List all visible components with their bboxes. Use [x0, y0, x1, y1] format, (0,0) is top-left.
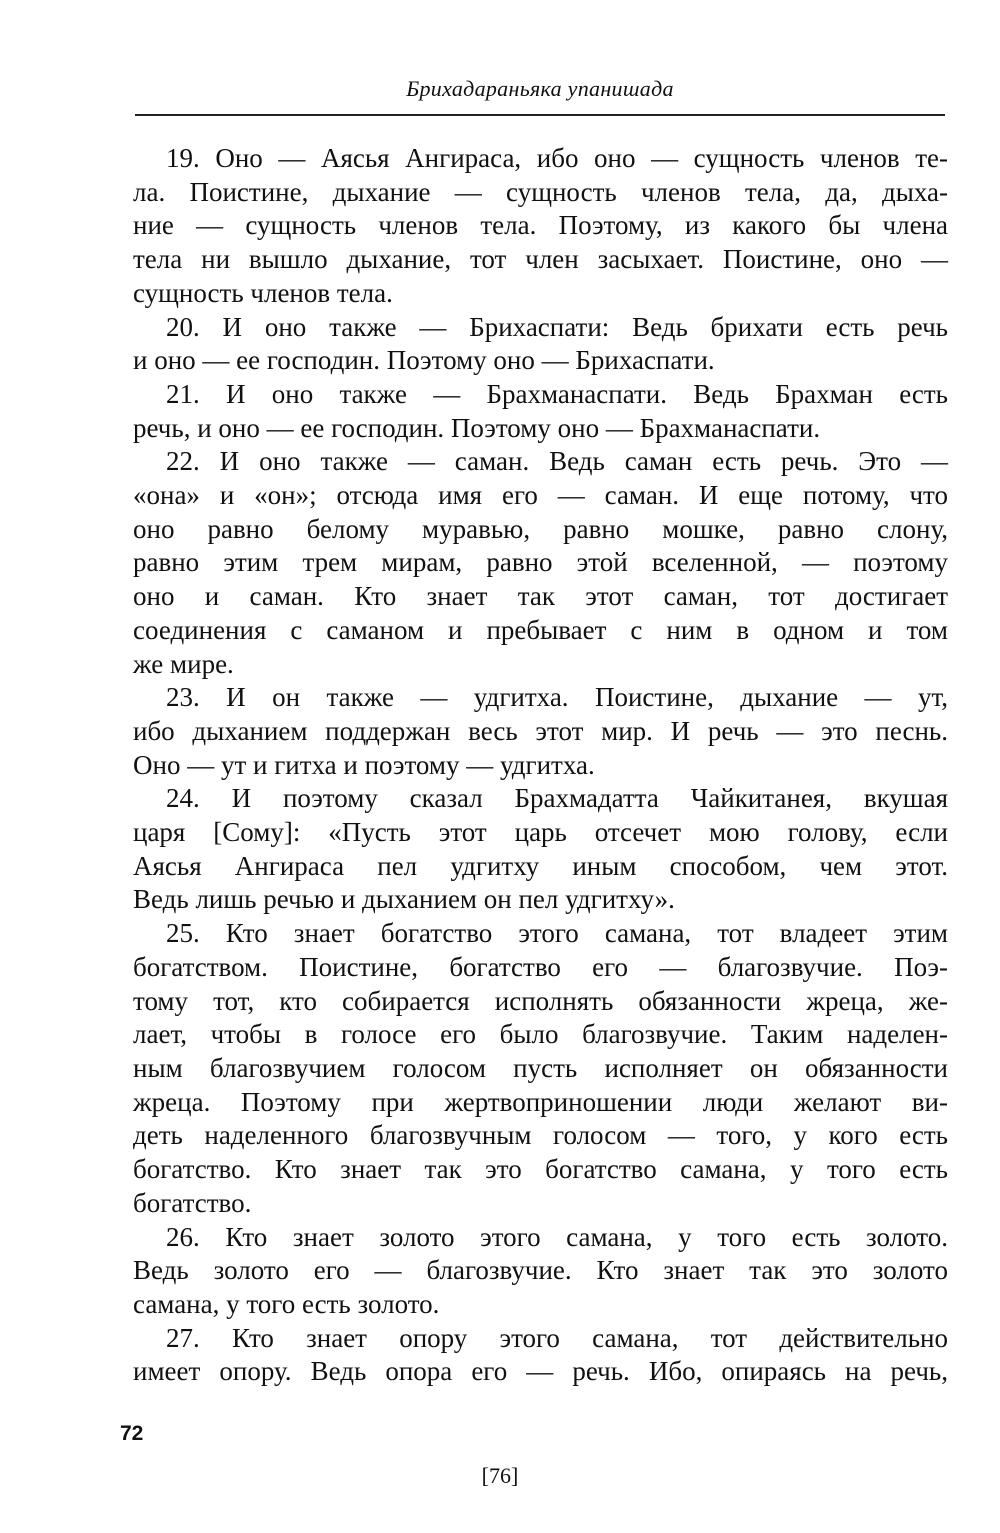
text-line: 26. Кто знает золото этого самана, у того есть золото. [166, 1221, 948, 1252]
text-line: тела ни вышло дыхание, тот член засыхает. Поистине, оно — [133, 244, 948, 275]
text-line: ибо дыханием поддержан весь этот мир. И речь — это песнь. [133, 715, 948, 746]
text-line: речь, и оно — ее господин. Поэтому оно — Брахманаспати. [133, 412, 821, 443]
text-line: богатство. [133, 1187, 252, 1218]
text-line: Ведь лишь речью и дыханием он пел удгитху». [133, 884, 675, 915]
text-line: богатство. Кто знает так это богатство самана, у того есть [133, 1154, 948, 1185]
paragraph-25 [133, 917, 948, 1220]
paragraph-27 [133, 1322, 948, 1389]
text-line: Оно — ут и гитха и поэтому — удгитха. [133, 749, 595, 780]
paragraph-19 [133, 142, 948, 311]
paragraph-21 [133, 378, 948, 445]
paragraph-22 [133, 445, 948, 681]
text-line: Аясья Ангираса пел удгитху иным способом, чем этот. [133, 850, 948, 881]
text-line: 24. И поэтому сказал Брахмадатта Чайкитанея, вкушая [166, 783, 948, 814]
paragraph-24 [133, 782, 948, 917]
text-line: ние — сущность членов тела. Поэтому, из какого бы члена [133, 210, 948, 241]
text-line: Ведь золото его — благозвучие. Кто знает так это золото [133, 1255, 948, 1286]
text-line: 23. И он также — удгитха. Поистине, дыхание — ут, [166, 682, 948, 713]
text-line: соединения с саманом и пребывает с ним в одном и том [133, 614, 948, 645]
text-line: имеет опору. Ведь опора его — речь. Ибо, опираясь на речь, [133, 1356, 948, 1387]
header-rule [135, 114, 945, 116]
text-line: 27. Кто знает опору этого самана, тот действительно [166, 1322, 948, 1353]
text-line: тому тот, кто собирается исполнять обязанности жреца, же- [133, 985, 948, 1016]
text-line: жреца. Поэтому при жертвоприношении люди желают ви- [133, 1086, 948, 1117]
page-number: 72 [120, 1422, 144, 1445]
text-line: царя [Сому]: «Пусть этот царь отсечет мою голову, если [133, 817, 948, 848]
paragraph-20 [133, 311, 948, 378]
text-line: деть наделенного благозвучным голосом — того, у кого есть [133, 1120, 948, 1151]
text-line: же мире. [133, 648, 234, 679]
text-line: сущность членов тела. [133, 277, 393, 308]
text-line: равно этим трем мирам, равно этой вселенной, — поэтому [133, 547, 948, 578]
text-line: 20. И оно также — Брихаспати: Ведь брихати есть речь [166, 311, 948, 342]
text-line: и оно — ее господин. Поэтому оно — Брихаспати. [133, 345, 715, 376]
text-line: 21. И оно также — Брахманаспати. Ведь Брахман есть [166, 378, 948, 409]
running-head: Брихадараньяка упанишада [406, 76, 674, 101]
text-line: оно равно белому муравью, равно мошке, равно слону, [133, 513, 948, 544]
paragraph-26 [133, 1221, 948, 1322]
text-line: 25. Кто знает богатство этого самана, тот владеет этим [166, 918, 948, 949]
text-line: ным благозвучием голосом пусть исполняет он обязанности [133, 1052, 948, 1083]
paragraph-23 [133, 681, 948, 782]
text-line: богатством. Поистине, богатство его — благозвучие. Поэ- [133, 951, 948, 982]
text-line: 22. И оно также — саман. Ведь саман есть речь. Это — [166, 446, 948, 477]
text-line: лает, чтобы в голосе его было благозвучие. Таким наделен- [133, 1019, 948, 1050]
text-line: ла. Поистине, дыхание — сущность членов тела, да, дыха- [133, 176, 948, 207]
body-text [133, 142, 948, 1389]
text-line: «она» и «он»; отсюда имя его — саман. И еще потому, что [133, 480, 948, 511]
scan-page-label: [76] [481, 1463, 519, 1488]
text-line: оно и саман. Кто знает так этот саман, тот достигает [133, 581, 948, 612]
text-line: самана, у того есть золото. [133, 1288, 440, 1319]
text-line: 19. Оно — Аясья Ангираса, ибо оно — сущность членов те- [166, 143, 948, 173]
